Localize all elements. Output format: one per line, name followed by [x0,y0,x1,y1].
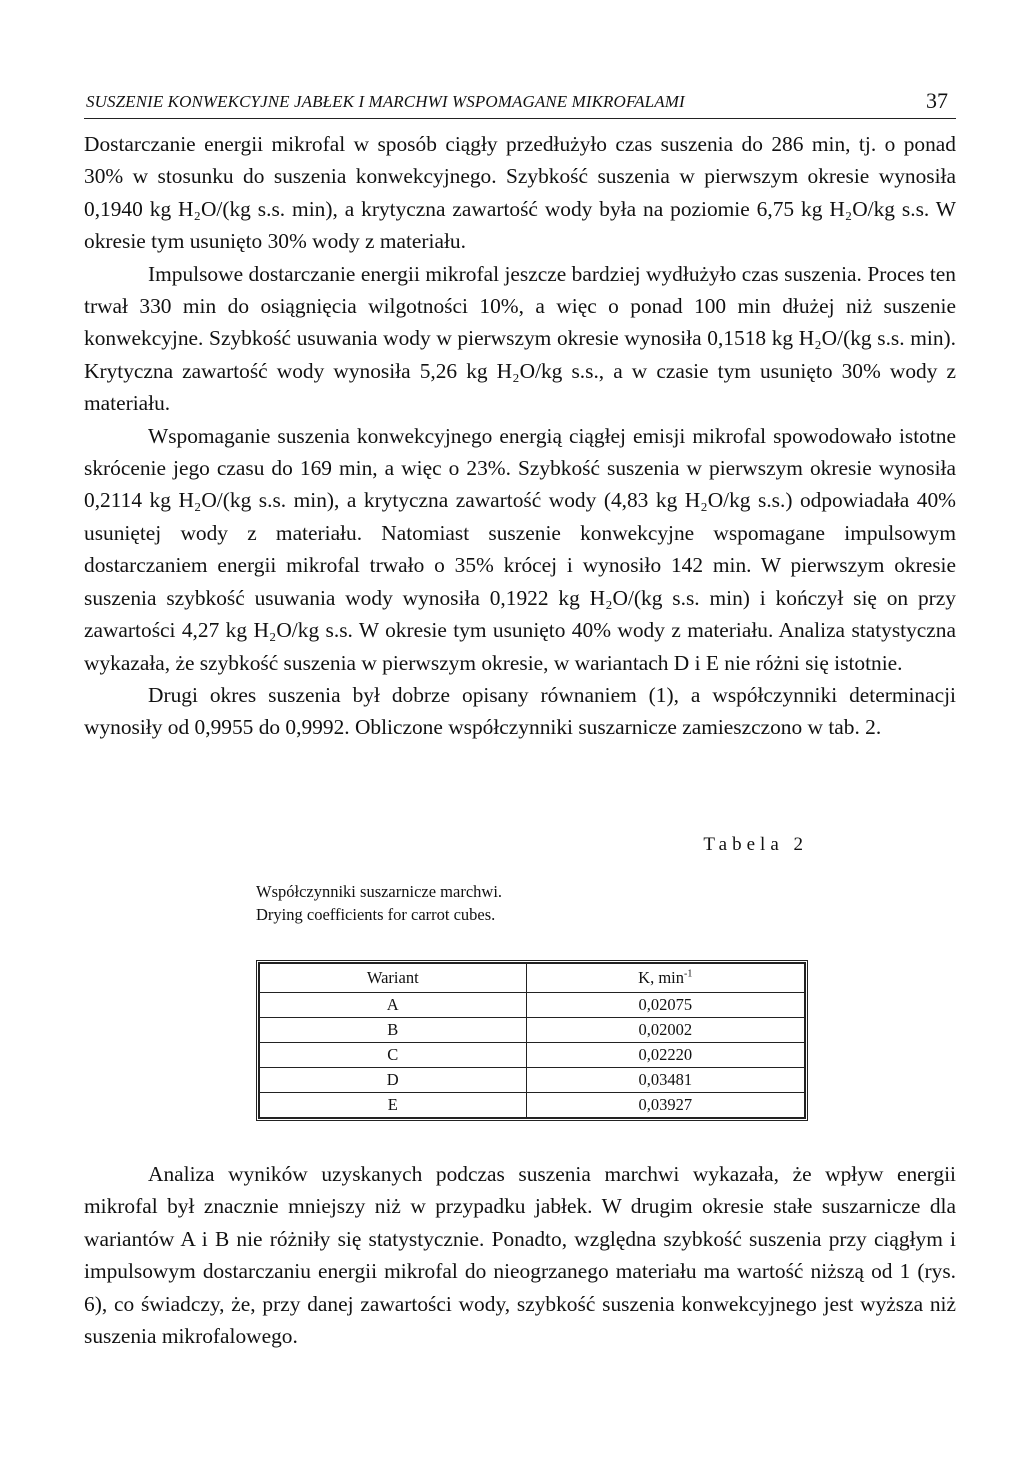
paragraph: Dostarczanie energii mikrofal w sposób ciągły przedłużyło czas suszenia do 286 min, tj. o ponad 30% w stosunku do suszenia konwekcyjnego. Szybkość suszenia w pierwszym okresie wynosiła 0,1940 kg H₂O/(kg s.s. min), a krytyczna zawartość wody była na poziomie 6,75 kg H₂O/kg s.s. W okresie tym usunięto 30% wody z materiału. [84,132,956,254]
cell-k: 0,02220 [526,1043,805,1068]
running-title: SUSZENIE KONWEKCYJNE JABŁEK I MARCHWI WSPOMAGANE MIKROFALAMI [86,92,685,111]
column-header-k-sup: -1 [684,968,693,980]
column-header-k [526,964,805,993]
paragraph: Impulsowe dostarczanie energii mikrofal jeszcze bardziej wydłużyło czas suszenia. Proces ten trwał 330 min do osiągnięcia wilgotności 10%, a więc o ponad 100 min dłużej niż suszenie konwekcyjne. Szybkość usuwania wody w pierwszym okresie wynosiła 0,1518 kg H₂O/(kg s.s. min). Krytyczna zawartość wody wynosiła 5,26 kg H₂O/kg s.s., a w czasie tym usunięto 30% wody z materiału. [84,261,956,416]
column-header-k-text: K, min [638,968,684,987]
table-caption-en: Drying coefficients for carrot cubes. [256,905,496,924]
body-text [84,128,956,744]
table-caption [256,880,502,926]
cell-variant: D [260,1068,527,1093]
cell-variant: E [260,1093,527,1118]
cell-k: 0,03927 [526,1093,805,1118]
coefficients-table [256,960,808,1121]
table-row [260,1043,805,1068]
cell-variant: A [260,993,527,1018]
table-row [260,1018,805,1043]
cell-variant: C [260,1043,527,1068]
table-row [260,1068,805,1093]
table-row [260,993,805,1018]
cell-k: 0,03481 [526,1068,805,1093]
column-header-variant: Wariant [260,964,527,993]
cell-variant: B [260,1018,527,1043]
closing-text [84,1158,956,1352]
page-number: 37 [926,88,948,113]
paragraph: Analiza wyników uzyskanych podczas suszenia marchwi wykazała, że wpływ energii mikrofal był znacznie mniejszy niż w przypadku jabłek. W drugim okresie stałe suszarnicze dla wariantów A i B nie różniły się statystycznie. Ponadto, względna szybkość suszenia przy ciągłym i impulsowym dostarczaniu energii mikrofal do nieogrzanego materiału ma wartość niższą od 1 (rys. 6), co świadczy, że, przy danej zawartości wody, szybkość suszenia konwekcyjnego jest wyższa niż suszenia mikrofalowego. [84,1162,956,1349]
table-label: Tabela 2 [703,834,808,855]
table-row [260,1093,805,1118]
cell-k: 0,02002 [526,1018,805,1043]
cell-k: 0,02075 [526,993,805,1018]
paragraph: Wspomaganie suszenia konwekcyjnego energią ciągłej emisji mikrofal spowodowało istotne skrócenie jego czasu do 169 min, a więc o 23%. Szybkość suszenia w pierwszym okresie wynosiła 0,2114 kg H₂O/(kg s.s. min), a krytyczna zawartość wody (4,83 kg H₂O/kg s.s.) odpowiadała 40% usuniętej wody z materiału. Natomiast suszenie konwekcyjne wspomagane impulsowym dostarczaniem energii mikrofal trwało o 35% krócej i wynosiło 142 min. W pierwszym okresie suszenia szybkość usuwania wody wynosiła 0,1922 kg H₂O/(kg s.s. min) i kończył się on przy zawartości 4,27 kg H₂O/kg s.s. W okresie tym usunięto 40% wody z materiału. Analiza statystyczna wykazała, że szybkość suszenia w pierwszym okresie, w wariantach D i E nie różni się istotnie. [84,423,956,675]
table-header-row [260,964,805,993]
table-caption-pl: Współczynniki suszarnicze marchwi. [256,882,503,901]
running-header [84,88,956,119]
paragraph: Drugi okres suszenia był dobrze opisany równaniem (1), a współczynniki determinacji wynosiły od 0,9955 do 0,9992. Obliczone współczynniki suszarnicze zamieszczono w tab. 2. [84,682,956,740]
